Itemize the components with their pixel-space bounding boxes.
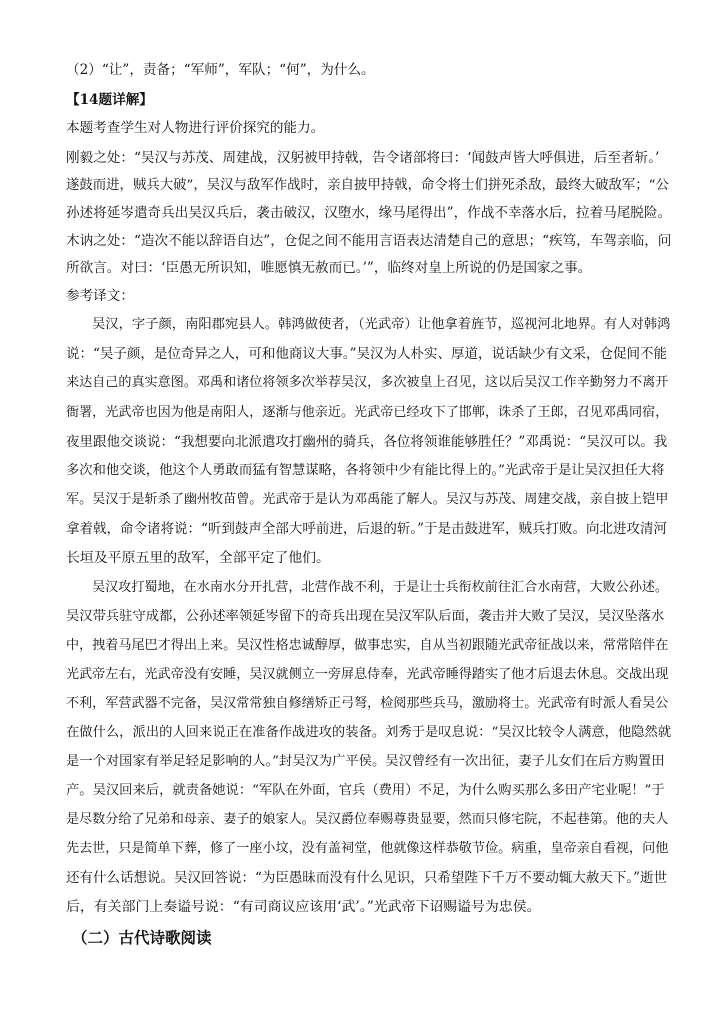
analysis-line: 遂鼓而进，贼兵大破”，吴汉与敌军作战时，亲自披甲持戟，命令将士们拼死杀敌，最终大破敌军；“公 — [66, 178, 669, 193]
translation-line: 产。吴汉回来后，就责备她说：“军队在外面，官兵（费用）不足，为什么购买那么多田产宅业呢！”于 — [66, 783, 665, 798]
translation-line: 后，有关部门上奏谥号说：“有司商议应该用‘武’。”光武帝下诏赐谥号为忠侯。 — [66, 899, 541, 915]
translation-line: 长垣及平原五里的敌军，全部平定了他们。 — [66, 550, 330, 566]
analysis-line: 木讷之处：“造次不能以辞语自达”，仓促之间不能用言语表达清楚自己的意思；“疾笃，车驾亲临，问 — [66, 233, 672, 249]
translation-line: 光武帝左右，光武帝没有安睡，吴汉就侧立一旁屏息侍奉，光武帝睡得踏实了他才后退去休息。交战出现 — [66, 667, 669, 682]
reference-label: 参考译文： — [66, 288, 134, 304]
translation-line: 中，拽着马尾巴才得出上来。吴汉性格忠诚醇厚，做事忠实，自从当初跟随光武帝征战以来，常常陪伴在 — [66, 638, 669, 653]
translation-line: 夜里跟他交谈说：“我想要向北派遣攻打幽州的骑兵，各位将领谁能够胜任？”邓禹说：“吴汉可以。我 — [66, 434, 668, 450]
translation-line: 说：“吴子颜，是位奇异之人，可和他商议大事。”吴汉为人朴实、厚道，说话缺少有文采，仓促间不能 — [66, 346, 668, 362]
analysis-line: 所欲言。对曰：‘臣愚无所识知，唯愿慎无赦而已。’”，临终对皇上所说的仍是国家之事。 — [66, 260, 592, 276]
translation-line: 拿着戟，命令诸将说：“听到鼓声全部大呼前进，后退的斩。”于是击鼓进军，贼兵打败。向北进攻清河 — [66, 521, 668, 537]
translation-line: 衙署，光武帝也因为他是南阳人，逐渐与他亲近。光武帝已经攻下了邯郸，诛杀了王郎，召见邓禹同宿， — [66, 405, 669, 420]
intro-text: 本题考查学生对人物进行评价探究的能力。 — [66, 120, 325, 136]
translation-line: 吴汉带兵驻守成都，公孙述率领延岑留下的奇兵出现在吴汉军队后面，袭击并大败了吴汉，吴汉坠落水 — [66, 609, 665, 624]
section-header: 【14题详解】 — [66, 92, 153, 108]
translation-line: 军。吴汉于是斩杀了幽州牧苗曾。光武帝于是认为邓禹能了解人。吴汉与苏茂、周建交战，亲自披上铠甲 — [66, 492, 669, 507]
next-section-heading: （二）古代诗歌阅读 — [72, 928, 212, 947]
translation-line: 还有什么话想说。吴汉回答说：“为臣愚昧而没有什么见识，只希望陛下千万不要动辄大赦天下。”逝世 — [66, 870, 668, 886]
translation-line: 吴汉攻打蜀地，在水南水分开扎营，北营作战不利，于是让士兵衔枚前往汇合水南营，大败公孙述。 — [92, 580, 669, 595]
translation-line: 不利，军营武器不完备，吴汉常常独自修缮矫正弓弩，检阅那些兵马，激励将士。光武帝有时派人看吴公 — [66, 696, 669, 711]
analysis-line: 孙述将延岑遣奇兵出吴汉兵后，袭击破汉，汉堕水，缘马尾得出”，作战不幸落水后，拉着马尾脱险。 — [66, 205, 672, 221]
translation-line: 吴汉，字子颜，南阳郡宛县人。韩鸿做使者，（光武帝）让他拿着旌节，巡视河北地界。有人对韩鸿 — [92, 317, 671, 332]
translation-line: 是尽数分给了兄弟和母亲、妻子的娘家人。吴汉爵位奉赐尊贵显要，然而只修宅院，不起巷第。他的夫人 — [66, 812, 669, 827]
translation-line: 来达自己的真实意图。邓禹和诸位将领多次举荐吴汉，多次被皇上召见，这以后吴汉工作辛勤努力不离开 — [66, 375, 669, 390]
translation-line: 多次和他交谈，他这个人勇敢而猛有智慧谋略，各将领中少有能比得上的。”光武帝于是让吴汉担任大将 — [66, 463, 665, 478]
analysis-line: 刚毅之处：“吴汉与苏茂、周建战，汉躬被甲持戟，告令诸部将曰：‘闻鼓声皆大呼俱进，后至者斩。’ — [66, 150, 660, 166]
translation-line: 是一个对国家有举足轻足影响的人。”封吴汉为广平侯。吴汉曾经有一次出征，妻子儿女们在后方购置田 — [66, 754, 665, 769]
translation-line: 先去世，只是简单下葬，修了一座小坟，没有盖祠堂，他就像这样恭敬节俭。病重，皇帝亲自看视，问他 — [66, 841, 669, 856]
translation-line: 在做什么，派出的人回来说正在准备作战进攻的装备。刘秀于是叹息说：“吴汉比较令人满意，他隐然就 — [66, 725, 672, 740]
answer-note: （2）“让”，责备；“军师”，军队；“何”，为什么。 — [66, 62, 375, 78]
